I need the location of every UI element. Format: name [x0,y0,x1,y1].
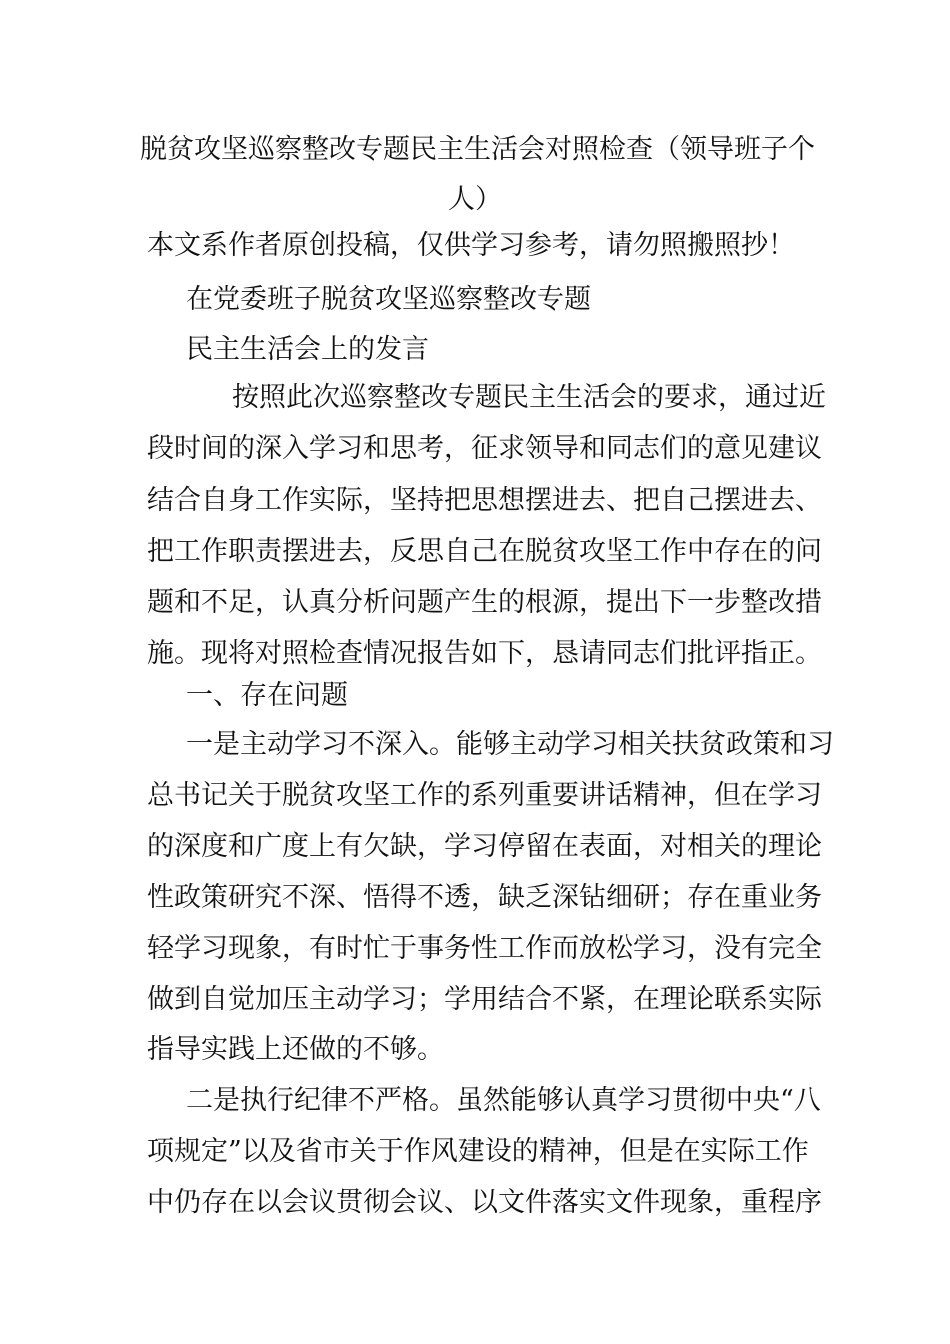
intro-line: 把工作职责摆进去，反思自己在脱贫攻坚工作中存在的问 [147,536,822,567]
subtitle-line-1: 在党委班子脱贫攻坚巡察整改专题 [186,284,591,315]
intro-line: 题和不足，认真分析问题产生的根源，提出下一步整改措 [147,587,822,618]
copyright-notice: 本文系作者原创投稿，仅供学习参考，请勿照搬照抄！ [147,230,795,261]
subtitle-line-2: 民主生活会上的发言 [186,334,429,365]
document-title-line-2: 人） [448,184,502,215]
point2-line: 中仍存在以会议贯彻会议、以文件落实文件现象，重程序 [147,1187,822,1218]
intro-line: 按照此次巡察整改专题民主生活会的要求，通过近 [232,382,826,413]
section-heading: 一、存在问题 [186,680,348,711]
point1-line: 性政策研究不深、悟得不透，缺乏深钻细研；存在重业务 [147,882,822,913]
intro-line: 段时间的深入学习和思考，征求领导和同志们的意见建议 [147,433,822,464]
point2-line: 项规定”以及省市关于作风建设的精神，但是在实际工作 [147,1136,809,1167]
point1-line: 指导实践上还做的不够。 [147,1034,444,1065]
point1-line: 做到自觉加压主动学习；学用结合不紧，在理论联系实际 [147,984,822,1015]
document-title-line-1: 脱贫攻坚巡察整改专题民主生活会对照检查（领导班子个 [140,134,815,165]
point1-line: 的深度和广度上有欠缺，学习停留在表面，对相关的理论 [147,831,822,862]
point1-line: 一是主动学习不深入。能够主动学习相关扶贫政策和习 [186,729,834,760]
intro-line: 施。现将对照检查情况报告如下，恳请同志们批评指正。 [147,638,822,669]
point2-line: 二是执行纪律不严格。虽然能够认真学习贯彻中央“八 [186,1085,821,1116]
intro-line: 结合自身工作实际，坚持把思想摆进去、把自己摆进去、 [147,485,822,516]
point1-line: 轻学习现象，有时忙于事务性工作而放松学习，没有完全 [147,933,822,964]
point1-line: 总书记关于脱贫攻坚工作的系列重要讲话精神，但在学习 [147,780,822,811]
